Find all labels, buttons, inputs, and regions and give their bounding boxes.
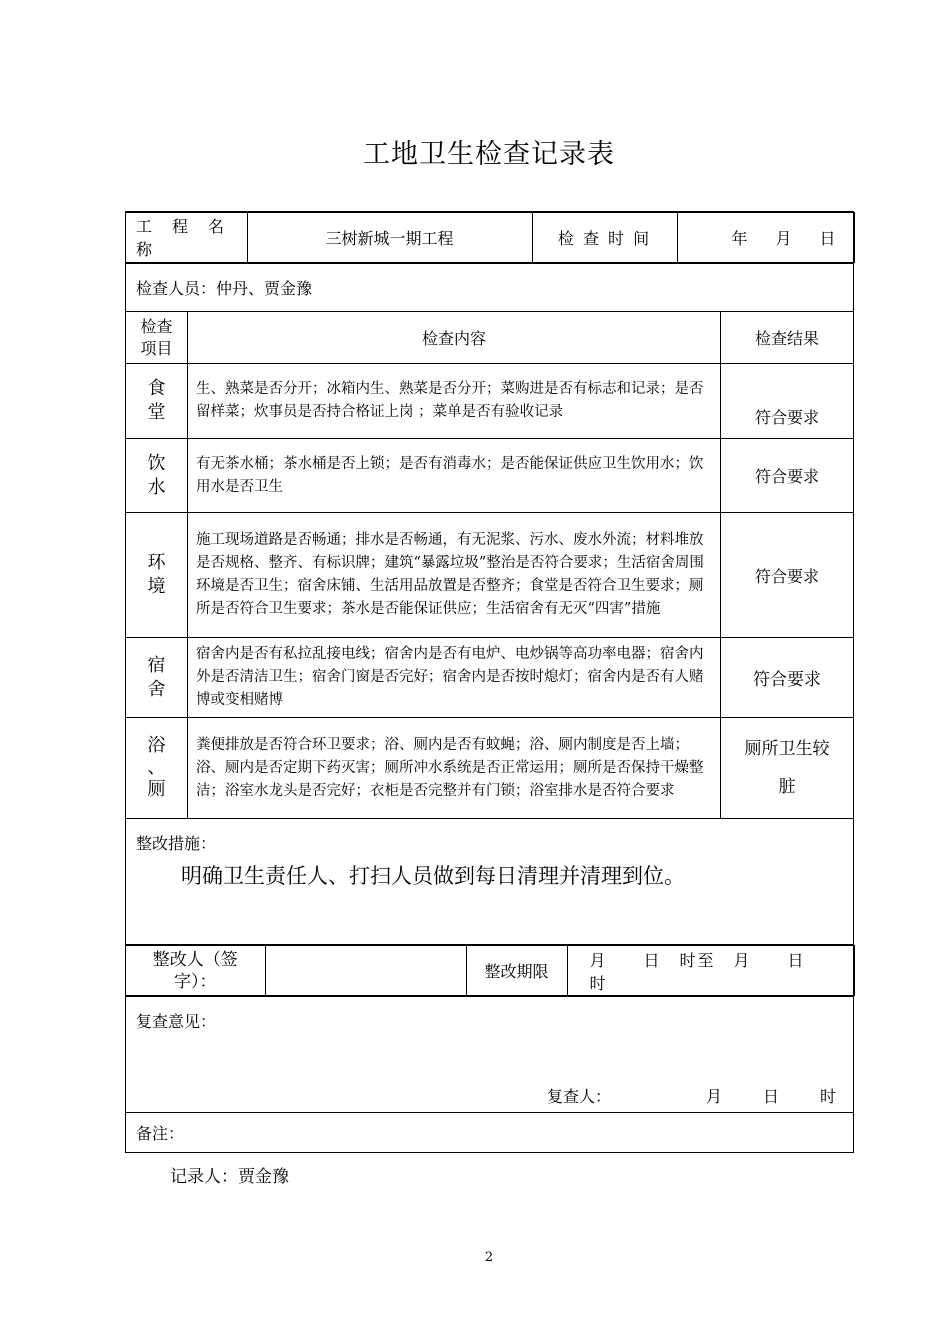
check-time-value[interactable]: 年 月 日 xyxy=(677,213,854,263)
row-result-line1: 厕所卫生较 xyxy=(744,739,830,759)
row-result: 符合要求 xyxy=(721,439,854,513)
recorder-line: 记录人：贾金豫 xyxy=(170,1167,289,1187)
row-item-char: 环 xyxy=(147,552,166,573)
page-number: 2 xyxy=(484,1250,494,1265)
rectifier-label xyxy=(126,946,265,996)
deadline-label: 整改期限 xyxy=(466,946,567,996)
row-item-char: 浴 xyxy=(147,735,166,756)
table-row xyxy=(126,439,854,513)
row-item-char: 宿 xyxy=(147,654,166,676)
column-item xyxy=(126,312,188,364)
table-row xyxy=(126,364,854,439)
rectifier-label-line1: 整改人（签 xyxy=(152,949,238,970)
row-content: 施工现场道路是否畅通；排水是否畅通，有无泥浆、污水、废水外流；材料堆放是否规格、整齐、有标识牌；建筑“暴露垃圾”整治是否符合要求；生活宿舍周围环境是否卫生；宿舍床铺、生活用品放置是否整齐；食堂是否符合卫生要求；厕所是否符合卫生要求；茶水是否能保证供应；生活宿舍有无灭“四害”措施 xyxy=(188,513,721,638)
table-row xyxy=(126,513,854,638)
rectifier-label-line2: 字）： xyxy=(174,971,217,992)
row-content: 宿舍内是否有私拉乱接电线；宿舍内是否有电炉、电炒锅等高功率电器；宿舍内外是否清洁卫生；宿舍门窗是否完好；宿舍内是否按时熄灯；宿舍内是否有人赌博或变相赌博 xyxy=(188,638,721,718)
reviewer-label: 复查人： xyxy=(547,1087,612,1106)
row-result: 符合要求 xyxy=(721,364,854,439)
inspectors-line: 检查人员：仲丹、贾金豫 xyxy=(126,264,854,312)
column-content: 检查内容 xyxy=(188,312,721,364)
row-result-line2: 脏 xyxy=(778,777,796,797)
review-row xyxy=(126,997,854,1113)
header-row xyxy=(126,212,854,264)
row-item-char: 堂 xyxy=(147,402,166,423)
inspection-form-table xyxy=(125,211,854,1153)
row-result: 符合要求 xyxy=(721,638,854,718)
row-item xyxy=(126,513,188,638)
row-item-char: 舍 xyxy=(147,678,166,700)
deadline-value[interactable]: 月 日 时至 月 日 时 xyxy=(567,946,854,996)
table-row xyxy=(126,638,854,718)
row-content: 生、熟菜是否分开；冰箱内生、熟菜是否分开；菜购进是否有标志和记录；是否留样菜；炊事员是否持合格证上岗 ；菜单是否有验收记录 xyxy=(188,364,721,439)
rectification-label: 整改措施： xyxy=(136,834,217,853)
rectification-text: 明确卫生责任人、打扫人员做到每日清理并清理到位。 xyxy=(181,864,685,888)
row-item-char: 水 xyxy=(147,476,166,498)
project-name-label xyxy=(126,213,247,263)
row-content: 粪便排放是否符合环卫要求；浴、厕内是否有蚊蝇；浴、厕内制度是否上墙；浴、厕内是否定期下药灭害；厕所冲水系统是否正常运用；厕所是否保持干燥整洁；浴室水龙头是否完好；衣柜是否完整并有门锁；浴室排水是否符合要求 xyxy=(188,718,721,819)
check-time-label: 检 查 时 间 xyxy=(532,213,677,263)
page-title: 工地卫生检查记录表 xyxy=(363,139,615,170)
row-item xyxy=(126,718,188,819)
row-item-char: 食 xyxy=(147,378,166,399)
row-item-char: 厕 xyxy=(147,779,166,800)
project-name-label-line1: 工 程 名 xyxy=(136,216,227,236)
row-item xyxy=(126,364,188,439)
table-row xyxy=(126,718,854,819)
row-content: 有无茶水桶；茶水桶是否上锁；是否有消毒水；是否能保证供应卫生饮用水；饮用水是否卫生 xyxy=(188,439,721,513)
rectifier-signature-field[interactable] xyxy=(265,946,466,996)
row-item-char: 饮 xyxy=(147,452,166,474)
project-name-value: 三树新城一期工程 xyxy=(247,213,532,263)
rectification-row xyxy=(126,819,854,945)
row-item-char: 、 xyxy=(147,757,166,778)
column-result: 检查结果 xyxy=(721,312,854,364)
row-item xyxy=(126,439,188,513)
column-item-line1: 检查 xyxy=(140,316,173,336)
row-result: 符合要求 xyxy=(721,513,854,638)
review-label: 复查意见： xyxy=(136,1012,217,1031)
row-result xyxy=(721,718,854,819)
reviewer-date[interactable]: 月 日 时 xyxy=(706,1087,840,1106)
column-header-row xyxy=(126,312,854,364)
row-item xyxy=(126,638,188,718)
sign-row xyxy=(126,945,854,997)
column-item-line2: 项目 xyxy=(140,338,173,358)
project-name-label-line2: 称 xyxy=(136,239,153,259)
row-item-char: 境 xyxy=(147,576,166,597)
remarks-label: 备注： xyxy=(126,1113,854,1153)
